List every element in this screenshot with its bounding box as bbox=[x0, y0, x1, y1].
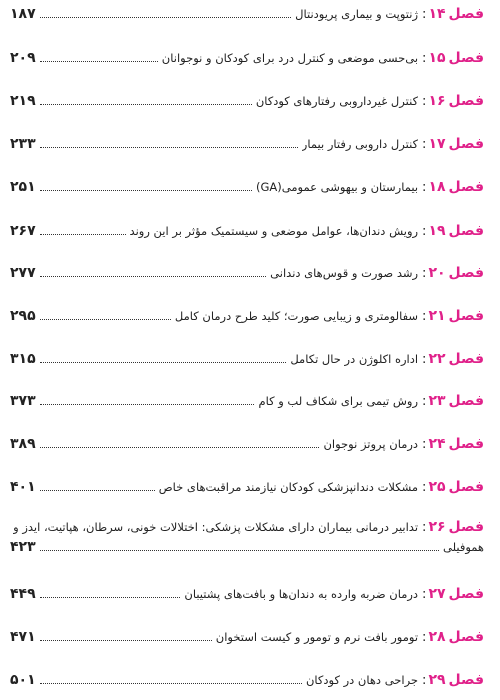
dot-leader bbox=[40, 683, 302, 684]
page-number: ۵۰۱ bbox=[10, 672, 36, 688]
dot-leader bbox=[40, 490, 155, 491]
chapter-label: فصل۲۶ bbox=[428, 519, 484, 535]
chapter-label: فصل۲۱ bbox=[428, 308, 484, 324]
colon: : bbox=[422, 630, 427, 645]
chapter-label: فصل۱۶ bbox=[428, 93, 484, 109]
toc-entry[interactable] bbox=[10, 586, 484, 602]
toc-entry[interactable] bbox=[10, 6, 484, 22]
page-number: ۴۴۹ bbox=[10, 586, 36, 602]
chapter-title: درمان ضربه وارده به دندان‌ها و بافت‌های پشتیبان bbox=[184, 587, 419, 601]
page-number: ۲۶۷ bbox=[10, 223, 36, 239]
toc-entry[interactable] bbox=[10, 223, 484, 239]
page-number: ۱۸۷ bbox=[10, 6, 36, 22]
chapter-label: فصل۲۰ bbox=[428, 265, 484, 281]
colon: : bbox=[422, 437, 427, 452]
dot-leader bbox=[40, 640, 212, 641]
toc-entry[interactable] bbox=[10, 351, 484, 367]
dot-leader bbox=[40, 17, 292, 18]
chapter-title: تدابیر درمانی بیماران دارای مشکلات پزشکی: اختلالات خونی، سرطان، هپاتیت، ایدز و bbox=[13, 520, 419, 534]
colon: : bbox=[422, 94, 427, 109]
toc-entry[interactable] bbox=[10, 136, 484, 152]
page-number: ۲۹۵ bbox=[10, 308, 36, 324]
chapter-label: فصل۱۹ bbox=[428, 223, 484, 239]
colon: : bbox=[422, 224, 427, 239]
chapter-title-continuation: هموفیلی bbox=[442, 540, 484, 554]
dot-leader bbox=[40, 190, 252, 191]
page-number: ۲۱۹ bbox=[10, 93, 36, 109]
chapter-title: بی‌حسی موضعی و کنترل درد برای کودکان و نوجوانان bbox=[161, 51, 419, 65]
chapter-label: فصل۲۸ bbox=[428, 629, 484, 645]
toc-entry[interactable] bbox=[10, 93, 484, 109]
colon: : bbox=[422, 266, 427, 281]
page-number: ۳۱۵ bbox=[10, 351, 36, 367]
colon: : bbox=[422, 394, 427, 409]
toc-entry[interactable] bbox=[10, 672, 484, 688]
chapter-title: کنترل غیرداروبی رفتارهای کودکان bbox=[255, 94, 419, 108]
chapter-title: رشد صورت و قوس‌های دندانی bbox=[270, 266, 419, 280]
chapter-title: کنترل داروبی رفتار بیمار bbox=[301, 137, 419, 151]
toc-entry[interactable] bbox=[10, 50, 484, 66]
toc-entry[interactable] bbox=[10, 436, 484, 452]
colon: : bbox=[422, 587, 427, 602]
chapter-title: ژنتوپت و بیماری پریودنتال bbox=[295, 7, 419, 21]
page-number: ۴۲۳ bbox=[10, 539, 36, 555]
dot-leader bbox=[40, 61, 158, 62]
colon: : bbox=[422, 309, 427, 324]
colon: : bbox=[422, 673, 427, 688]
dot-leader bbox=[40, 147, 298, 148]
page-number: ۲۷۷ bbox=[10, 265, 36, 281]
page-number: ۲۵۱ bbox=[10, 179, 36, 195]
chapter-title: اداره اکلوژن در حال تکامل bbox=[290, 352, 419, 366]
chapter-title: بیمارستان و بیهوشی عمومی(GA) bbox=[255, 180, 419, 194]
chapter-title: جراحی دهان در کودکان bbox=[305, 673, 419, 687]
page-number: ۴۷۱ bbox=[10, 629, 36, 645]
colon: : bbox=[422, 137, 427, 152]
dot-leader bbox=[40, 234, 126, 235]
chapter-label: فصل۲۳ bbox=[428, 393, 484, 409]
chapter-label: فصل۲۷ bbox=[428, 586, 484, 602]
chapter-label: فصل۱۵ bbox=[428, 50, 484, 66]
chapter-title: سفالومتری و زیبایی صورت؛ کلید طرح درمان کامل bbox=[174, 309, 419, 323]
toc-entry[interactable] bbox=[10, 519, 484, 555]
dot-leader bbox=[40, 550, 439, 551]
toc-entry[interactable] bbox=[10, 265, 484, 281]
colon: : bbox=[422, 352, 427, 367]
chapter-title: مشکلات دندانپزشکی کودکان نیازمند مراقبت‌های خاص bbox=[158, 480, 419, 494]
chapter-title: رویش دندان‌ها، عوامل موضعی و سیستمیک مؤثر بر این روند bbox=[129, 224, 419, 238]
dot-leader bbox=[40, 276, 267, 277]
chapter-label: فصل۲۵ bbox=[428, 479, 484, 495]
toc-entry[interactable] bbox=[10, 308, 484, 324]
colon: : bbox=[422, 180, 427, 195]
chapter-label: فصل۲۲ bbox=[428, 351, 484, 367]
chapter-title: روش تیمی برای شکاف لب و کام bbox=[258, 394, 419, 408]
chapter-label: فصل۱۸ bbox=[428, 179, 484, 195]
colon: : bbox=[422, 520, 427, 535]
colon: : bbox=[422, 480, 427, 495]
chapter-label: فصل۲۹ bbox=[428, 672, 484, 688]
toc-entry[interactable] bbox=[10, 179, 484, 195]
chapter-label: فصل۱۷ bbox=[428, 136, 484, 152]
page-number: ۲۳۳ bbox=[10, 136, 36, 152]
toc-entry[interactable] bbox=[10, 629, 484, 645]
dot-leader bbox=[40, 104, 252, 105]
page-number: ۳۸۹ bbox=[10, 436, 36, 452]
chapter-label: فصل۱۴ bbox=[428, 6, 484, 22]
toc-entry[interactable] bbox=[10, 479, 484, 495]
page-number: ۴۰۱ bbox=[10, 479, 36, 495]
chapter-title: درمان پروتز نوجوان bbox=[323, 437, 419, 451]
dot-leader bbox=[40, 362, 287, 363]
colon: : bbox=[422, 7, 427, 22]
dot-leader bbox=[40, 597, 181, 598]
dot-leader bbox=[40, 404, 255, 405]
dot-leader bbox=[40, 319, 171, 320]
dot-leader bbox=[40, 447, 320, 448]
chapter-label: فصل۲۴ bbox=[428, 436, 484, 452]
toc-entry[interactable] bbox=[10, 393, 484, 409]
chapter-title: تومور بافت نرم و تومور و کیست استخوان bbox=[215, 630, 419, 644]
page-number: ۲۰۹ bbox=[10, 50, 36, 66]
page-number: ۳۷۳ bbox=[10, 393, 36, 409]
colon: : bbox=[422, 51, 427, 66]
